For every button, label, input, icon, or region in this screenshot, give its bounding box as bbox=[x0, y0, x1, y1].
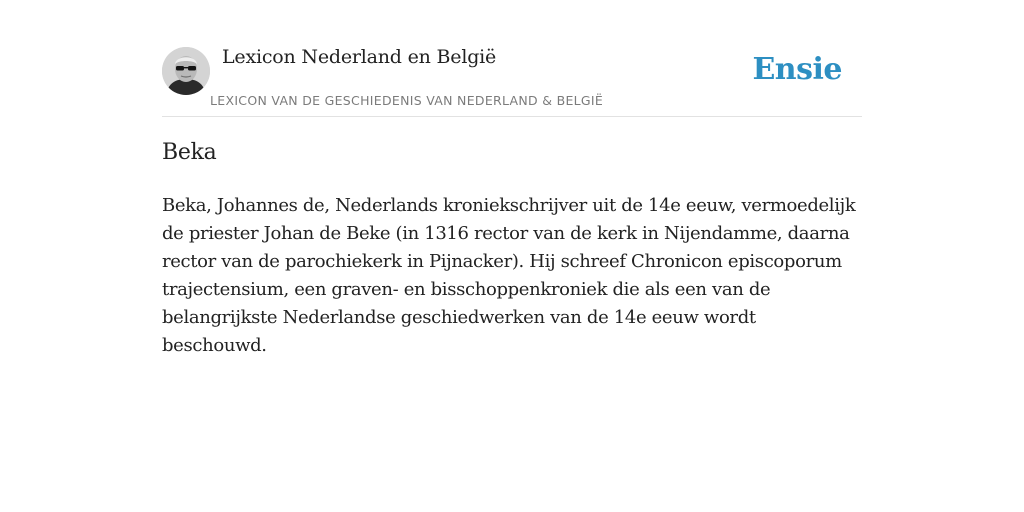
lexicon-header bbox=[162, 44, 862, 117]
site-subtitle: LEXICON VAN DE GESCHIEDENIS VAN NEDERLAND & BELGIË bbox=[210, 93, 604, 108]
avatar-portrait-image bbox=[162, 47, 210, 95]
site-title[interactable]: Lexicon Nederland en België bbox=[222, 46, 497, 68]
author-avatar[interactable] bbox=[162, 47, 210, 95]
entry-title: Beka bbox=[162, 140, 217, 165]
ensie-logo[interactable]: Ensie bbox=[752, 52, 842, 87]
entry-body: Beka, Johannes de, Nederlands kroniekschrijver uit de 14e eeuw, vermoedelijk de priester Johan de Beke (in 1316 rector van de kerk in Nijendamme, daarna rector van de parochiekerk in Pijnacker). Hij schreef Chronicon episcoporum trajectensium, een graven- en bisschoppenkroniek die als een van de belangrijkste Nederlandse geschiedwerken van de 14e eeuw wordt beschouwd. bbox=[162, 195, 856, 356]
